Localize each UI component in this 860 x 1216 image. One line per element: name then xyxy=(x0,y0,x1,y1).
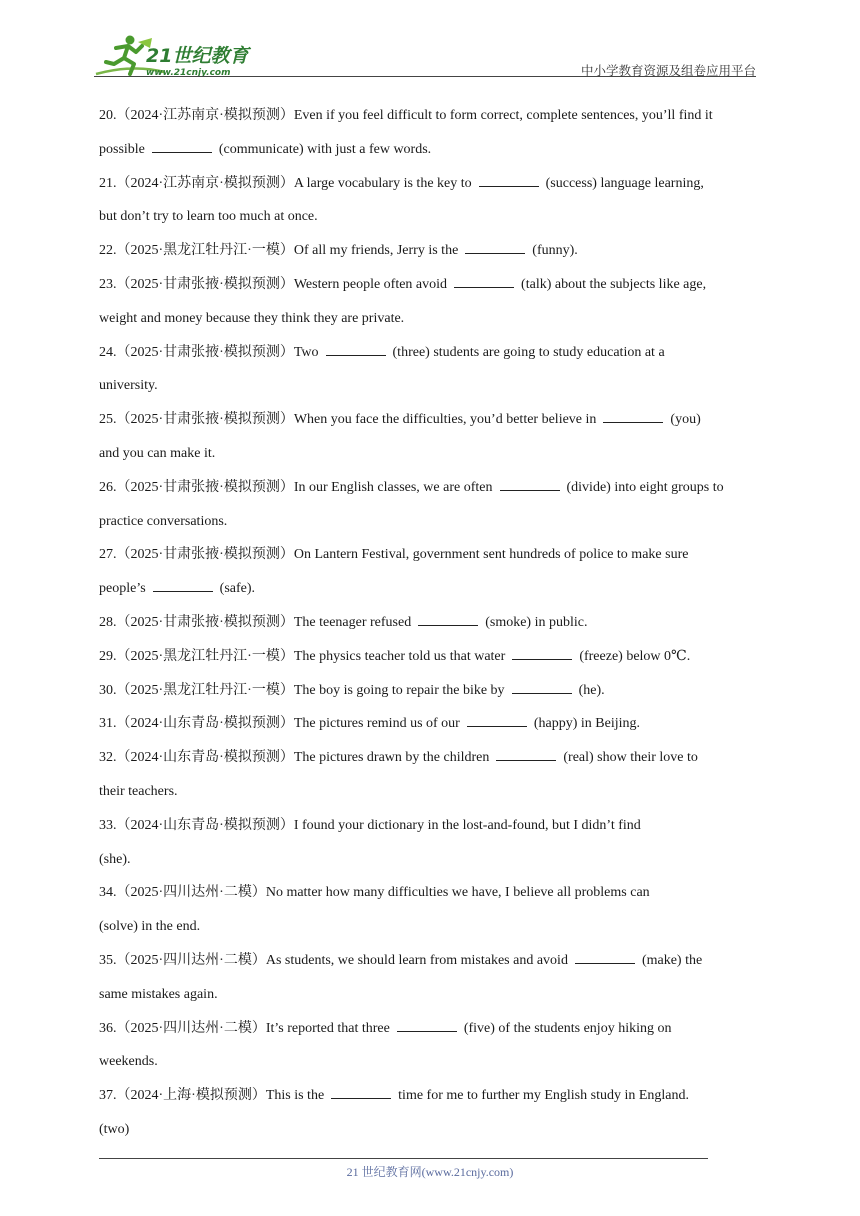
answer-blank[interactable] xyxy=(512,681,572,694)
question-line xyxy=(99,876,763,910)
question-text: When you face the difficulties, you’d better believe in xyxy=(293,412,597,428)
question-text: No matter how many difficulties we have, I believe all problems can xyxy=(265,885,650,901)
question-number: 22. xyxy=(99,243,117,259)
question-line xyxy=(99,200,763,234)
question-line xyxy=(99,944,763,978)
answer-blank[interactable] xyxy=(496,748,556,761)
question-text: In our English classes, we are often xyxy=(293,479,493,495)
question-number: 24. xyxy=(99,344,117,360)
question-item xyxy=(99,471,763,539)
site-tagline: 中小学教育资源及组卷应用平台 xyxy=(580,63,756,78)
question-source: （2024·江苏南京·模拟预测） xyxy=(116,175,294,191)
question-line xyxy=(99,809,763,843)
question-item xyxy=(99,741,763,809)
question-number: 35. xyxy=(99,953,117,968)
question-number: 21. xyxy=(99,175,117,191)
question-number: 28. xyxy=(99,615,117,630)
question-text: This is the xyxy=(265,1088,325,1104)
svg-text:www.21cnjy.com: www.21cnjy.com xyxy=(146,68,231,78)
question-item xyxy=(99,640,763,674)
question-number: 30. xyxy=(99,682,117,698)
answer-blank[interactable] xyxy=(500,478,560,491)
question-source: （2025·黑龙江牡丹江·一模） xyxy=(116,682,294,698)
question-source: （2025·甘肃张掖·模拟预测） xyxy=(116,344,294,360)
question-line xyxy=(99,1012,763,1046)
question-item xyxy=(99,403,763,471)
question-source: （2025·黑龙江牡丹江·一模） xyxy=(116,648,294,664)
question-line xyxy=(99,1045,763,1079)
question-text: (three) students are going to study education at a xyxy=(392,344,665,360)
question-item xyxy=(99,268,763,336)
question-source: （2025·甘肃张掖·模拟预测） xyxy=(116,412,294,428)
question-text: Of all my friends, Jerry is the xyxy=(293,243,459,259)
question-item xyxy=(99,1012,763,1080)
question-text: The pictures drawn by the children xyxy=(293,750,490,766)
question-text: The pictures remind us of our xyxy=(293,716,460,732)
question-item xyxy=(99,167,763,235)
question-line xyxy=(99,640,763,674)
question-line xyxy=(99,538,763,572)
question-number: 26. xyxy=(99,479,117,495)
question-text: (safe). xyxy=(219,581,256,597)
question-line xyxy=(99,606,763,640)
page-header xyxy=(94,28,756,78)
question-text: (success) language learning, xyxy=(545,175,704,191)
question-source: （2025·四川达州·二模） xyxy=(116,1020,266,1036)
answer-blank[interactable] xyxy=(512,647,572,660)
answer-blank[interactable] xyxy=(331,1086,391,1099)
answer-blank[interactable] xyxy=(465,241,525,254)
question-text: The teenager refused xyxy=(293,615,412,630)
question-line xyxy=(99,1079,763,1113)
answer-blank[interactable] xyxy=(397,1019,457,1032)
question-source: （2025·甘肃张掖·模拟预测） xyxy=(116,615,294,630)
question-source: （2024·江苏南京·模拟预测） xyxy=(116,108,294,123)
question-number: 34. xyxy=(99,885,117,901)
question-source: （2024·山东青岛·模拟预测） xyxy=(116,716,294,732)
question-number: 37. xyxy=(99,1088,117,1104)
answer-blank[interactable] xyxy=(575,951,635,964)
question-text: their teachers. xyxy=(99,783,178,799)
question-text: (five) of the students enjoy hiking on xyxy=(463,1020,672,1036)
question-text: (smoke) in public. xyxy=(485,615,588,630)
question-source: （2025·黑龙江牡丹江·一模） xyxy=(116,243,294,259)
answer-blank[interactable] xyxy=(603,410,663,423)
question-source: （2025·甘肃张掖·模拟预测） xyxy=(116,547,294,563)
question-number: 31. xyxy=(99,716,117,732)
question-text: weekends. xyxy=(99,1054,158,1070)
question-item xyxy=(99,234,763,268)
question-text: (make) the xyxy=(641,953,703,968)
question-source: （2025·甘肃张掖·模拟预测） xyxy=(116,479,294,495)
question-item xyxy=(99,336,763,404)
question-text: same mistakes again. xyxy=(99,986,218,1002)
question-item xyxy=(99,1079,763,1147)
question-line xyxy=(99,1113,763,1147)
answer-blank[interactable] xyxy=(152,140,212,153)
question-item xyxy=(99,944,763,1012)
question-text: people’s xyxy=(99,581,146,597)
question-text: but don’t try to learn too much at once. xyxy=(99,209,318,225)
question-number: 36. xyxy=(99,1020,117,1036)
question-text: The boy is going to repair the bike by xyxy=(293,682,505,698)
question-line xyxy=(99,167,763,201)
question-text: It’s reported that three xyxy=(265,1020,390,1036)
question-line xyxy=(99,133,763,167)
question-source: （2024·山东青岛·模拟预测） xyxy=(116,817,294,833)
question-text: possible xyxy=(99,141,145,157)
question-line xyxy=(99,741,763,775)
question-line xyxy=(99,369,763,403)
question-line xyxy=(99,234,763,268)
question-text: (she). xyxy=(99,851,131,867)
page-footer: 21 世纪教育网(www.21cnjy.com) xyxy=(346,1165,514,1179)
question-text: On Lantern Festival, government sent hundreds of police to make sure xyxy=(293,547,689,563)
question-line xyxy=(99,268,763,302)
question-line xyxy=(99,775,763,809)
question-text: (freeze) below 0℃. xyxy=(579,648,691,664)
question-line xyxy=(99,707,763,741)
question-line xyxy=(99,403,763,437)
question-text: (divide) into eight groups to xyxy=(566,479,724,495)
question-number: 23. xyxy=(99,277,117,292)
question-number: 29. xyxy=(99,648,117,664)
header-divider xyxy=(94,76,756,77)
svg-text:21世纪教育: 21世纪教育 xyxy=(146,45,249,67)
question-line xyxy=(99,910,763,944)
question-text: (funny). xyxy=(532,243,578,259)
question-text: time for me to further my English study in England. xyxy=(398,1088,690,1104)
question-text: university. xyxy=(99,378,158,394)
question-text: (communicate) with just a few words. xyxy=(218,141,432,157)
answer-blank[interactable] xyxy=(454,275,514,288)
footer-divider xyxy=(99,1158,708,1159)
site-logo xyxy=(94,34,259,78)
question-number: 25. xyxy=(99,412,117,428)
question-number: 33. xyxy=(99,817,117,833)
question-text: (you) xyxy=(670,412,701,428)
question-text: Even if you feel difficult to form correct, complete sentences, you’ll find it xyxy=(293,108,713,123)
question-text: (talk) about the subjects like age, xyxy=(521,277,707,292)
question-text: and you can make it. xyxy=(99,445,216,461)
answer-blank[interactable] xyxy=(326,343,386,356)
question-text: (happy) in Beijing. xyxy=(533,716,640,732)
question-source: （2024·上海·模拟预测） xyxy=(116,1088,266,1104)
question-text: The physics teacher told us that water xyxy=(293,648,506,664)
question-text: A large vocabulary is the key to xyxy=(293,175,472,191)
question-line xyxy=(99,99,763,133)
answer-blank[interactable] xyxy=(467,714,527,727)
question-line xyxy=(99,978,763,1012)
question-text: weight and money because they think they are private. xyxy=(99,310,405,326)
question-item xyxy=(99,809,763,877)
question-item xyxy=(99,606,763,640)
question-source: （2025·甘肃张掖·模拟预测） xyxy=(116,277,294,292)
question-line xyxy=(99,505,763,539)
question-text: As students, we should learn from mistakes and avoid xyxy=(265,953,568,968)
question-text: I found your dictionary in the lost-and-found, but I didn’t find xyxy=(293,817,641,833)
question-number: 27. xyxy=(99,547,117,563)
question-item xyxy=(99,876,763,944)
answer-blank[interactable] xyxy=(479,174,539,187)
question-text: (he). xyxy=(578,682,605,698)
question-line xyxy=(99,302,763,336)
question-source: （2025·四川达州·二模） xyxy=(116,953,266,968)
question-text: (two) xyxy=(99,1121,130,1137)
question-line xyxy=(99,336,763,370)
question-text: Western people often avoid xyxy=(293,277,448,292)
question-source: （2025·四川达州·二模） xyxy=(116,885,266,901)
question-line xyxy=(99,437,763,471)
question-number: 32. xyxy=(99,750,117,766)
question-text: Two xyxy=(293,344,319,360)
question-line xyxy=(99,674,763,708)
question-item xyxy=(99,538,763,606)
answer-blank[interactable] xyxy=(418,613,478,626)
question-number: 20. xyxy=(99,108,117,123)
question-item xyxy=(99,99,763,167)
question-item xyxy=(99,674,763,708)
question-text: (real) show their love to xyxy=(563,750,698,766)
question-item xyxy=(99,707,763,741)
question-source: （2024·山东青岛·模拟预测） xyxy=(116,750,294,766)
answer-blank[interactable] xyxy=(153,579,213,592)
question-text: practice conversations. xyxy=(99,513,228,529)
question-line xyxy=(99,471,763,505)
question-text: (solve) in the end. xyxy=(99,919,201,935)
question-line xyxy=(99,843,763,877)
question-line xyxy=(99,572,763,606)
